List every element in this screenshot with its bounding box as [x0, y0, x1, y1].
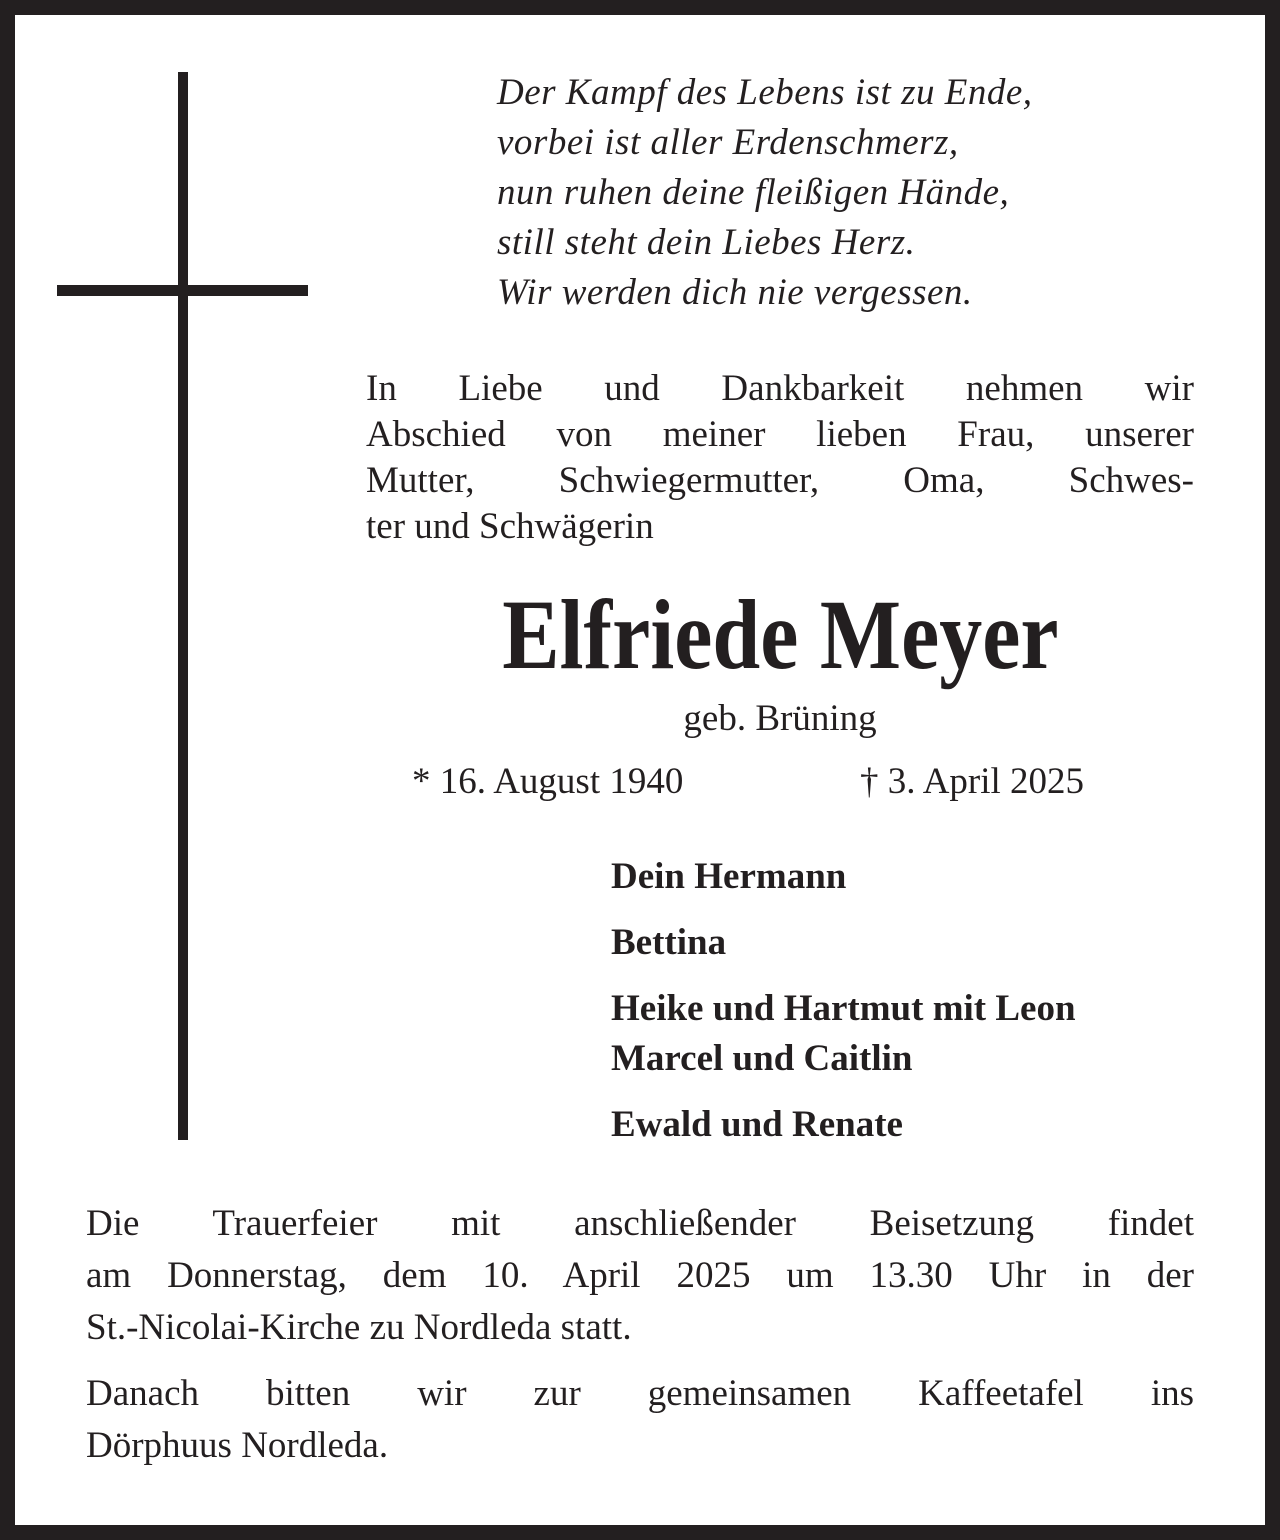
- funeral-service-text: [86, 1198, 1194, 1354]
- text-line: Abschied von meiner lieben Frau, unserer: [366, 414, 1194, 455]
- farewell-text: [366, 366, 1194, 550]
- verse-line: Der Kampf des Lebens ist zu Ende,: [497, 72, 1033, 113]
- text-line: Mutter, Schwiegermutter, Oma, Schwes-: [366, 460, 1194, 501]
- deceased-name: [366, 580, 1194, 690]
- text-line: am Donnerstag, dem 10. April 2025 um 13.30 Uhr in der: [86, 1255, 1194, 1296]
- text-line: ter und Schwägerin: [366, 506, 654, 547]
- family-member: Marcel und Caitlin: [611, 1038, 913, 1079]
- family-member: Dein Hermann: [611, 856, 847, 897]
- cross-horizontal-bar: [57, 285, 308, 296]
- family-member: Heike und Hartmut mit Leon: [611, 988, 1076, 1029]
- deceased-name-text: Elfriede Meyer: [501, 579, 1059, 690]
- memorial-verse: [497, 68, 1033, 318]
- text-line: In Liebe und Dankbarkeit nehmen wir: [366, 368, 1194, 409]
- death-date: † 3. April 2025: [860, 761, 1085, 802]
- reception-text: [86, 1368, 1194, 1472]
- family-member: Ewald und Renate: [611, 1104, 903, 1145]
- text-line: Dörphuus Nordleda.: [86, 1425, 389, 1466]
- text-line: Die Trauerfeier mit anschließender Beisetzung findet: [86, 1203, 1194, 1244]
- verse-line: nun ruhen deine fleißigen Hände,: [497, 172, 1010, 213]
- family-member: Bettina: [611, 922, 727, 963]
- verse-line: still steht dein Liebes Herz.: [497, 222, 916, 263]
- birth-date: * 16. August 1940: [412, 761, 684, 802]
- verse-line: Wir werden dich nie vergessen.: [497, 272, 973, 313]
- verse-line: vorbei ist aller Erdenschmerz,: [497, 122, 959, 163]
- text-line: St.-Nicolai-Kirche zu Nordleda statt.: [86, 1307, 632, 1348]
- cross-vertical-bar: [178, 72, 188, 1140]
- maiden-name: geb. Brüning: [683, 698, 877, 739]
- text-line: Danach bitten wir zur gemeinsamen Kaffeetafel ins: [86, 1373, 1194, 1414]
